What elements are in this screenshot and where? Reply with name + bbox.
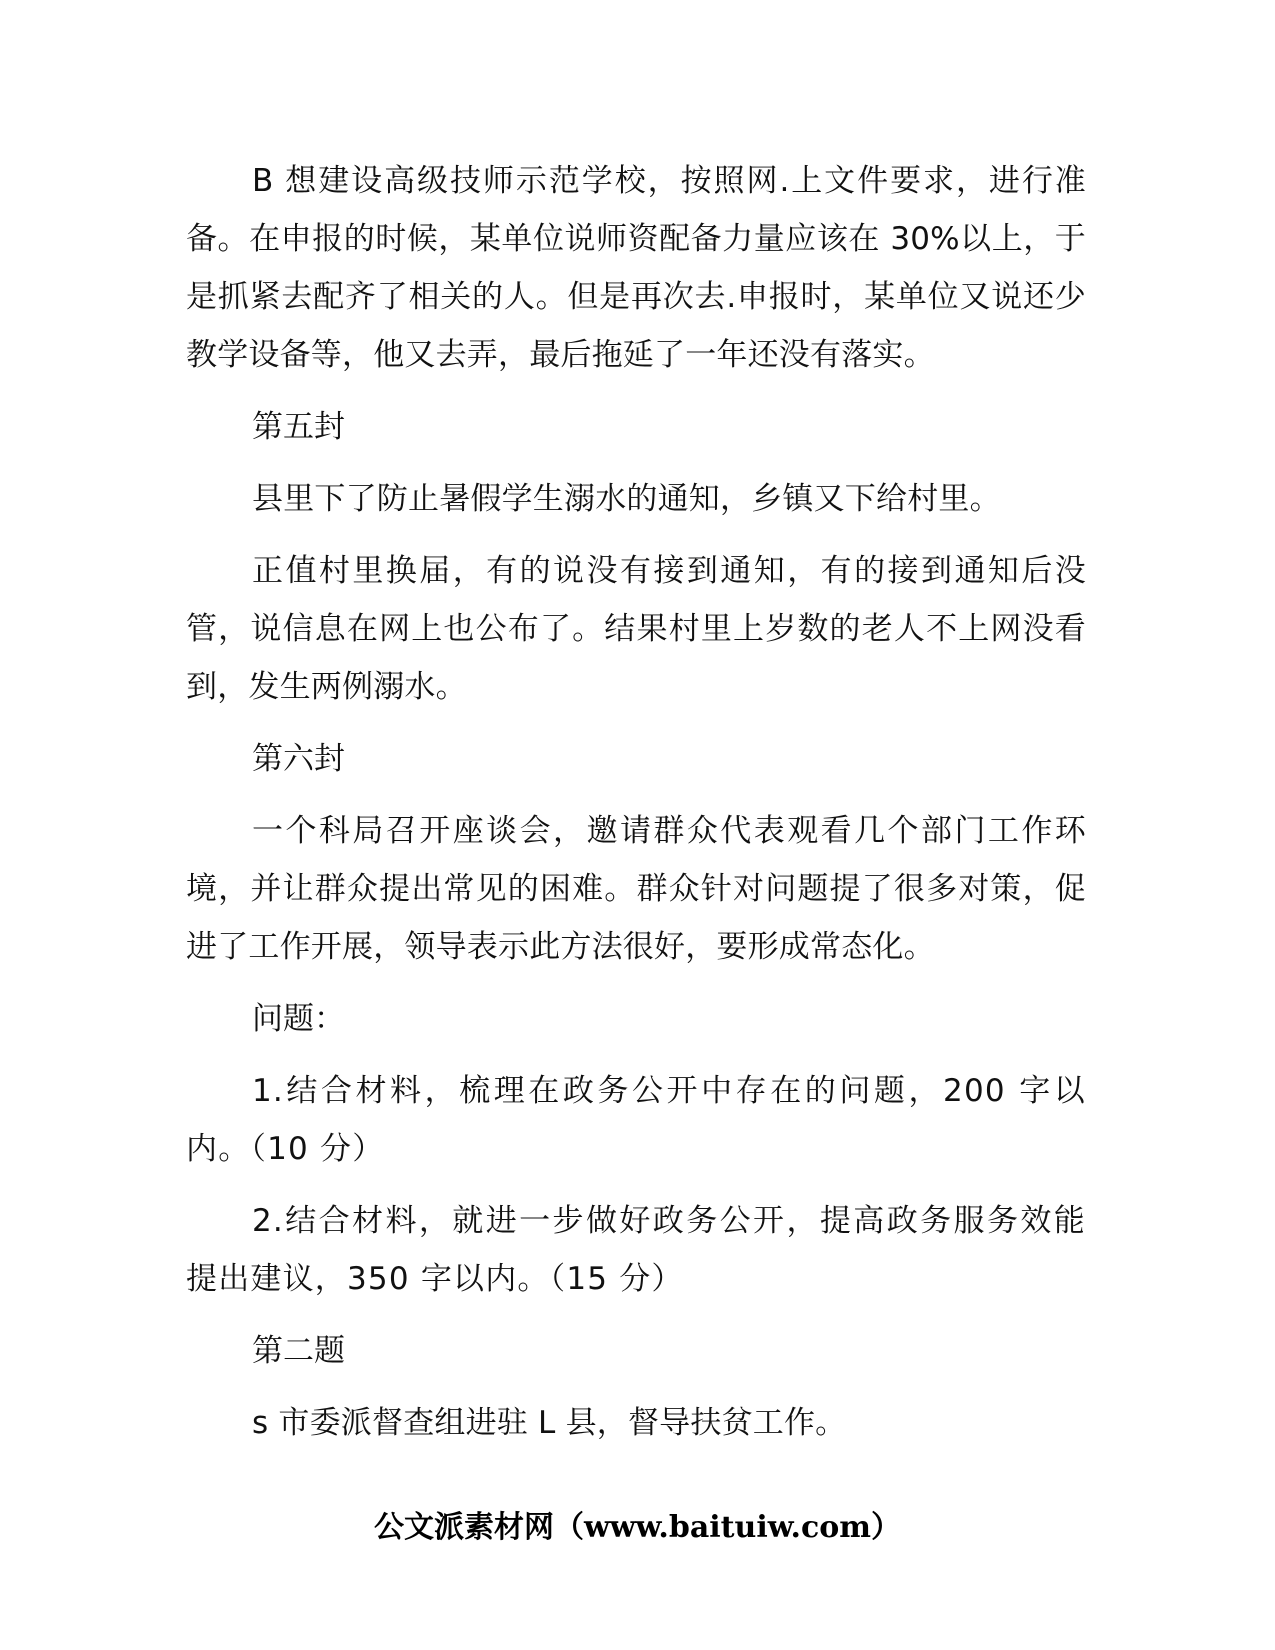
footer-watermark-text: 公文派素材网（www.baituiw.com） — [373, 1510, 902, 1545]
heading-letter-five: 第五封 — [252, 409, 345, 445]
document-body — [186, 152, 1086, 1466]
question-two: 2.结合材料，就进一步做好政务公开，提高政务服务效能提出建议，350 字以内。（15 分） — [186, 1203, 1086, 1297]
paragraph-village-election: 正值村里换届，有的说没有接到通知，有的接到通知后没管，说信息在网上也公布了。结果村里上岁数的老人不上网没看到，发生两例溺水。 — [186, 553, 1086, 705]
heading-questions: 问题： — [252, 1001, 345, 1037]
paragraph-forum: 一个科局召开座谈会，邀请群众代表观看几个部门工作环境，并让群众提出常见的困难。群众针对问题提了很多对策，促进了工作开展，领导表示此方法很好，要形成常态化。 — [186, 813, 1086, 965]
heading-letter-six: 第六封 — [252, 741, 345, 777]
paragraph-drowning-notice: 县里下了防止暑假学生溺水的通知，乡镇又下给村里。 — [252, 481, 1001, 517]
paragraph-inspection: s 市委派督查组进驻 L 县，督导扶贫工作。 — [252, 1405, 847, 1441]
paragraph-b-school: B 想建设高级技师示范学校，按照网.上文件要求，进行准备。在申报的时候，某单位说师资配备力量应该在 30%以上，于是抓紧去配齐了相关的人。但是再次去.申报时，某单位又说还少教学设备等，他又去弄，最后拖延了一年还没有落实。 — [186, 163, 1086, 373]
heading-second-topic: 第二题 — [252, 1333, 345, 1369]
question-one: 1.结合材料，梳理在政务公开中存在的问题，200 字以内。（10 分） — [186, 1073, 1086, 1167]
